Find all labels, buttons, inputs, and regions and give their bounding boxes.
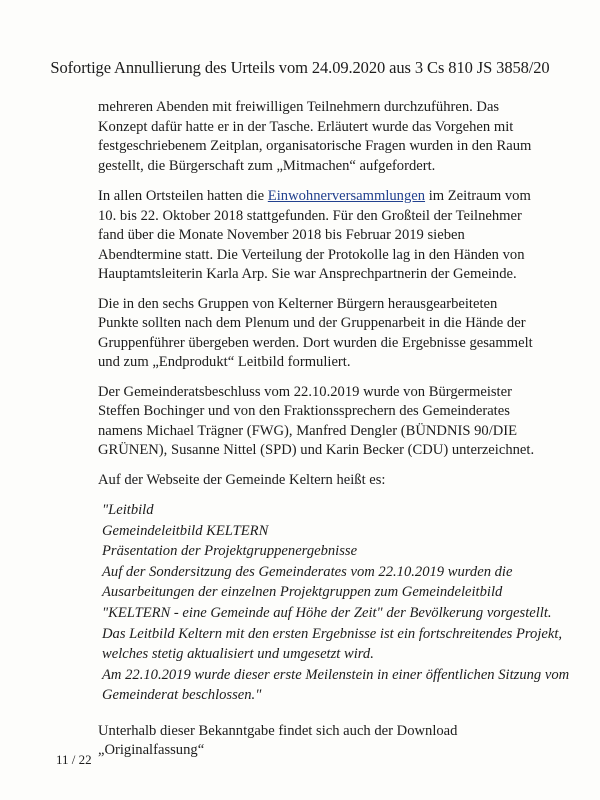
quote-line: Ausarbeitungen der einzelnen Projektgruppen zum Gemeindeleitbild xyxy=(102,584,503,601)
paragraph-einwohnerversammlungen xyxy=(98,187,538,285)
paragraph-text-after-link: im Zeitraum vom 10. bis 22. Oktober 2018 stattgefunden. Für den Großteil der Teilnehmer fand über die Monate November 2018 bis Februar 2019 sieben Abendtermine statt. Die Verteilung der Protokolle lag in den Händen von Hauptamtsleiterin Karla Arp. Sie war Ansprechpartnerin der Gemeinde. xyxy=(98,188,531,282)
quote-line: welches stetig aktualisiert und umgesetzt wird. xyxy=(102,646,374,663)
quote-line: Gemeindeleitbild KELTERN xyxy=(102,522,269,539)
website-quote xyxy=(98,500,570,706)
quote-line: Am 22.10.2019 wurde dieser erste Meilenstein in einer öffentlichen Sitzung vom xyxy=(102,666,570,683)
page-number: 11 / 22 xyxy=(56,752,92,767)
quote-line: Gemeinderat beschlossen." xyxy=(102,687,262,704)
page-content xyxy=(98,98,570,771)
quote-line: Auf der Sondersitzung des Gemeinderates vom 22.10.2019 wurden die xyxy=(102,563,513,580)
page-header-title: Sofortige Annullierung des Urteils vom 24.09.2020 aus 3 Cs 810 JS 3858/20 xyxy=(50,58,550,77)
quote-line: "Leitbild xyxy=(102,502,154,518)
paragraph-webseite-intro: Auf der Webseite der Gemeinde Keltern heißt es: xyxy=(98,471,386,488)
paragraph-text-before-link: In allen Ortsteilen hatten die xyxy=(98,188,268,204)
quote-line: Das Leitbild Keltern mit den ersten Ergebnisse ist ein fortschreitendes Projekt, xyxy=(102,625,563,642)
einwohnerversammlungen-link[interactable]: Einwohnerversammlungen xyxy=(267,188,426,204)
quote-line: "KELTERN - eine Gemeinde auf Höhe der Zeit" der Bevölkerung vorgestellt. xyxy=(102,604,552,621)
paragraph-gruppen: Die in den sechs Gruppen von Kelterner Bürgern herausgearbeiteten Punkte sollten nach dem Plenum und der Gruppenarbeit in die Hände der Gruppenführer übergeben werden. Dort wurden die Ergebnisse gesammelt und zum „Endprodukt“ Leitbild formuliert. xyxy=(98,295,533,370)
paragraph-gemeinderatsbeschluss: Der Gemeinderatsbeschluss vom 22.10.2019 wurde von Bürgermeister Steffen Bochinger und von den Fraktionssprechern des Gemeinderates namens Michael Trägner (FWG), Manfred Dengler (BÜNDNIS 90/DIE GRÜNEN), Susanne Nittel (SPD) und Karin Becker (CDU) unterzeichnet. xyxy=(98,383,535,458)
paragraph-download: Unterhalb dieser Bekanntgabe findet sich auch der Download „Originalfassung“ xyxy=(98,722,458,759)
quote-line: Präsentation der Projektgruppenergebnisse xyxy=(102,543,358,560)
paragraph-continuation: mehreren Abenden mit freiwilligen Teilnehmern durchzuführen. Das Konzept dafür hatte er in der Tasche. Erläutert wurde das Vorgehen mit festgeschriebenem Zeitplan, organisatorische Fragen wurden in den Raum gestellt, die Bürgerschaft zum „Mitmachen“ aufgefordert. xyxy=(98,99,532,174)
